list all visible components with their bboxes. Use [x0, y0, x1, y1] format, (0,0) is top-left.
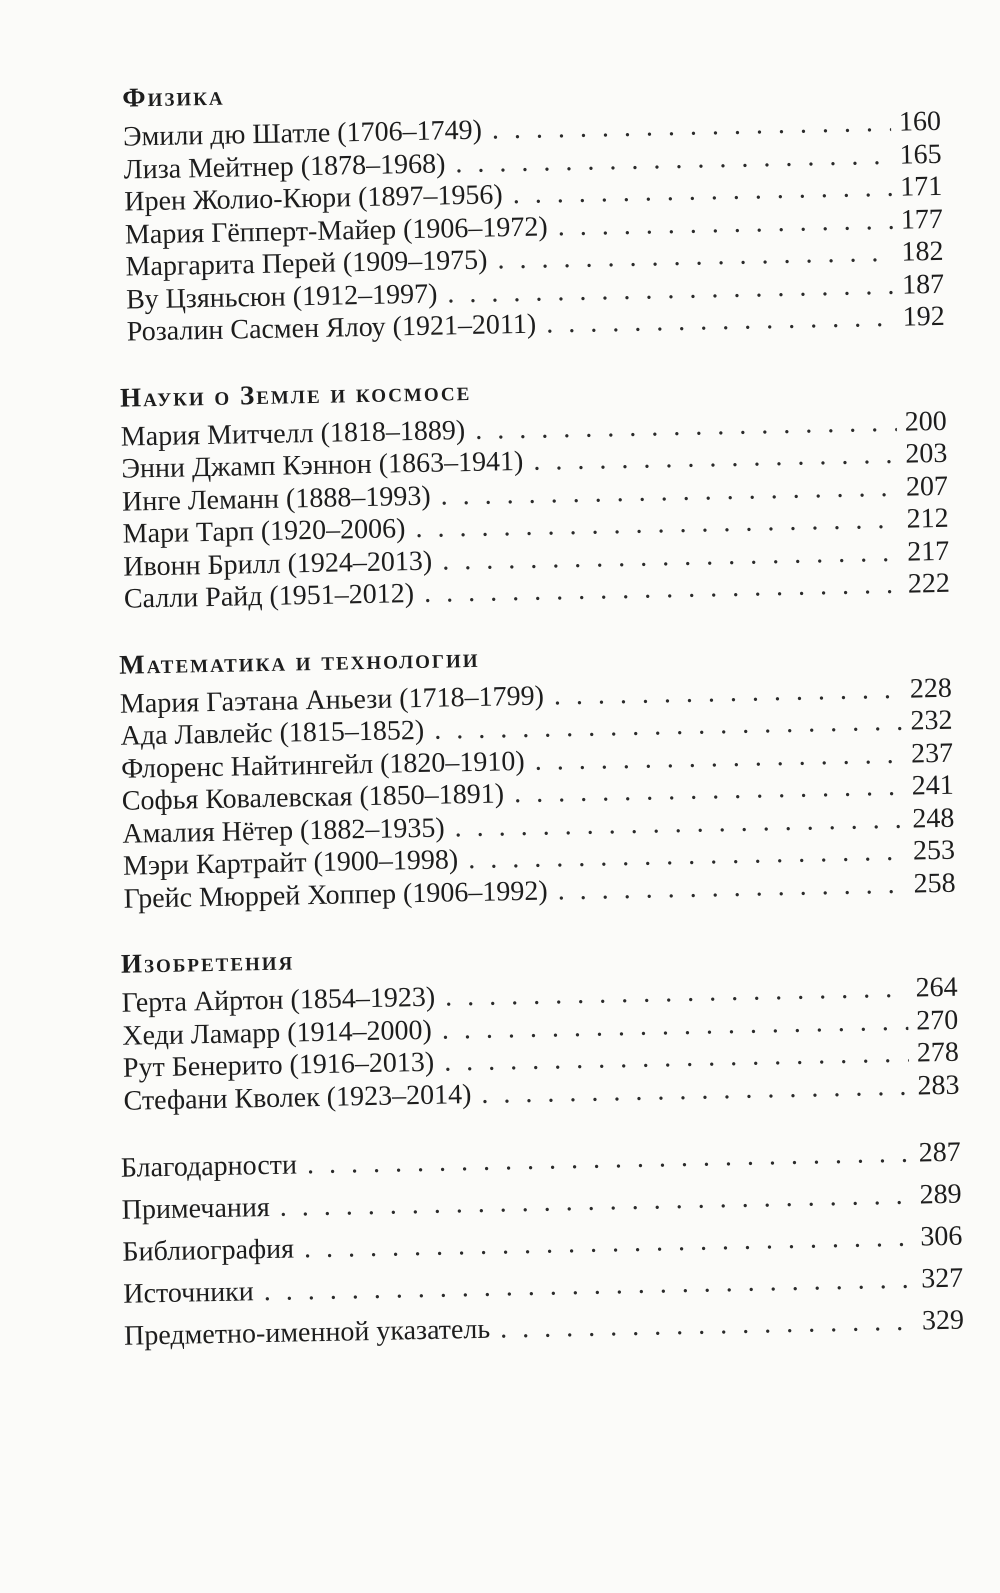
section-earth-and-space [120, 363, 950, 616]
entry-title: Ивонн Брилл (1924–2013) [123, 545, 433, 583]
section-inventions [121, 930, 960, 1118]
entry-title: Предметно-именной указатель [123, 1313, 491, 1352]
entry-page-number: 248 [912, 802, 955, 835]
entry-page-number: 264 [915, 971, 958, 1004]
entry-page-number: 306 [920, 1220, 963, 1253]
entry-title: Ада Лавлейс (1815–1852) [120, 714, 425, 752]
entry-page-number: 192 [902, 300, 945, 333]
entry-title: Лиза Мейтнер (1878–1968) [123, 147, 446, 186]
entry-page-number: 200 [904, 405, 947, 438]
entry-title: Розалин Сасмен Ялоу (1921–2011) [126, 308, 537, 348]
entry-title: Энни Джамп Кэннон (1863–1941) [121, 445, 524, 485]
entry-page-number: 182 [901, 235, 944, 268]
dot-leader [500, 1301, 915, 1351]
entry-title: Флоренс Найтингейл (1820–1910) [120, 745, 525, 785]
back-matter [121, 1132, 965, 1358]
entry-title: Стефани Кволек (1923–2014) [123, 1078, 472, 1117]
entry-title: Хеди Ламарр (1914–2000) [122, 1014, 433, 1052]
entry-page-number: 283 [917, 1069, 960, 1101]
entry-title: Ву Цзяньсюн (1912–1997) [125, 278, 438, 316]
entry-page-number: 160 [898, 105, 942, 138]
entry-title: Эмили дю Шатле (1706–1749) [122, 114, 483, 153]
entry-title: Мария Гаэтана Аньези (1718–1799) [119, 680, 545, 720]
entry-page-number: 228 [909, 672, 953, 705]
entry-page-number: 207 [905, 470, 949, 503]
entry-page-number: 329 [921, 1304, 965, 1337]
entry-page-number: 258 [913, 867, 956, 900]
entry-page-number: 278 [916, 1036, 960, 1069]
entry-page-number: 171 [899, 170, 943, 203]
entry-title: Мари Тарп (1920–2006) [122, 513, 406, 550]
section-heading: Науки о Земле и космосе [119, 375, 472, 413]
section-math-and-technology [119, 630, 956, 915]
dot-leader [557, 868, 906, 907]
entry-page-number: 289 [919, 1178, 962, 1211]
entry-page-number: 222 [907, 567, 951, 600]
entry-page-number: 287 [918, 1136, 962, 1169]
entry-page-number: 217 [906, 535, 950, 568]
table-of-contents [100, 64, 965, 1388]
entry-title: Мария Митчелл (1818–1889) [120, 414, 466, 453]
entry-title: Библиография [122, 1233, 295, 1268]
entry-title: Мария Гёпперт-Майер (1906–1972) [124, 210, 548, 251]
entry-page-number: 327 [920, 1262, 964, 1295]
entry-page-number: 253 [912, 834, 956, 867]
entry-page-number: 232 [910, 704, 953, 737]
entry-title: Маргарита Перей (1909–1975) [125, 244, 488, 283]
entry-page-number: 270 [915, 1004, 959, 1037]
entry-title: Салли Райд (1951–2012) [123, 578, 415, 615]
entry-page-number: 241 [911, 769, 954, 802]
section-physics [122, 64, 945, 349]
entry-title: Инге Леманн (1888–1993) [121, 480, 431, 518]
entry-title: Софья Ковалевская (1850–1891) [121, 778, 505, 817]
entry-title: Рут Бенерито (1916–2013) [122, 1046, 435, 1084]
entry-title: Мэри Картрайт (1900–1998) [122, 844, 459, 882]
entry-page-number: 165 [899, 138, 942, 171]
entry-title: Герта Айртон (1854–1923) [121, 981, 436, 1019]
entry-page-number: 187 [901, 268, 945, 301]
dot-leader [546, 302, 895, 341]
entry-title: Источники [123, 1276, 255, 1310]
entry-page-number: 203 [905, 437, 948, 470]
entry-page-number: 177 [900, 203, 944, 236]
entry-title: Ирен Жолио-Кюри (1897–1956) [124, 179, 504, 218]
entry-page-number: 237 [910, 737, 954, 770]
entry-title: Амалия Нётер (1882–1935) [122, 812, 445, 850]
dot-leader [481, 1070, 910, 1111]
section-heading: Изобретения [120, 945, 295, 979]
entry-title: Примечания [121, 1191, 270, 1226]
entry-page-number: 212 [906, 502, 949, 535]
section-heading: Физика [122, 80, 225, 113]
entry-title: Грейс Мюррей Хоппер (1906–1992) [123, 875, 548, 915]
section-heading: Математика и технологии [118, 642, 480, 680]
entry-title: Благодарности [120, 1149, 298, 1184]
